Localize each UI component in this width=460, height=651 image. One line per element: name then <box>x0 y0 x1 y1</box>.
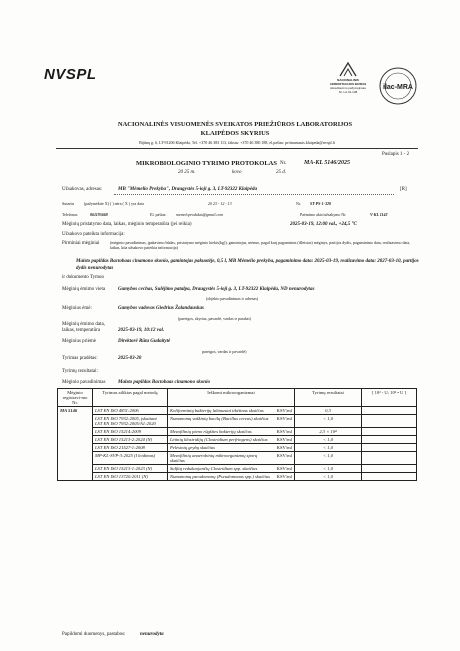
method-cell: LST EN ISO 15213-2:2024 (N) <box>93 436 168 444</box>
accepted-value: Direktorė Rūta Gudaitytė <box>118 339 171 344</box>
uncertainty-cell <box>362 473 417 481</box>
result-cell: < 1,0 <box>295 473 362 481</box>
organism-name: Mezofilinių anaerobinių mikroorganizmų sporų skaičius <box>170 453 258 463</box>
extra-value: nenurodyta <box>140 632 164 637</box>
table-row <box>58 465 417 473</box>
ilac-seal-text: ilac-MRA <box>383 84 413 91</box>
method-cell: LST EN ISO 15213-1:2023 (N) <box>93 465 168 473</box>
act-label: Paėmimo akto/užsakymo Nr. <box>300 212 347 217</box>
contract-nr-label: Nr. <box>296 201 301 206</box>
tested-label: Tyrimas pradėtas: <box>62 356 98 361</box>
result-cell: < 1,0 <box>295 465 362 473</box>
results-label: Tyrimų rezultatai: <box>62 369 98 374</box>
unit-label: KSV/ml <box>276 408 292 413</box>
site-label: Mėginių ėmimo vieta <box>62 287 106 292</box>
tested-value: 2025-03-20 <box>118 356 142 361</box>
uncertainty-cell <box>362 415 417 428</box>
customer-code: [R] <box>400 187 407 192</box>
result-cell: < 1,0 <box>295 452 362 465</box>
unit-label: KSV/ml <box>276 474 292 479</box>
site-value: Gamybos cechas, Sulėjimo patalpa, Draugystės 5-ioji g. 3, LT-92322 Klaipėda, ND nenurodytas <box>118 287 315 292</box>
received-label: Mėginių pristatymo data, laikas, mėginio temperatūra (jei reikia) <box>62 222 192 227</box>
protocol-year: 20 25 m. <box>178 170 196 175</box>
unit-label: KSV/ml <box>276 429 292 434</box>
uncertainty-cell <box>362 428 417 436</box>
table-row <box>58 436 417 444</box>
method-cell: LST EN ISO 13720:2011 (N) <box>93 473 168 481</box>
table-row <box>58 428 417 436</box>
protocol-title: MIKROBIOLOGINIO TYRIMO PROTOKOLAS <box>136 160 277 167</box>
customer-value: MB "Mėmelio Prekyba", Draugystės 5-ioji g. 3, LT-92322 Klaipėda <box>118 187 258 192</box>
header-divider <box>56 148 418 149</box>
ilac-seal-icon <box>378 66 418 106</box>
phone-label: Telefonas <box>62 212 78 217</box>
taken-value: 2025-03-19, 10:12 val. <box>118 328 165 333</box>
table-row <box>58 452 417 465</box>
nvspl-logo: NVSPL <box>44 66 97 83</box>
protocol-nr-label: Nr. <box>280 161 287 166</box>
organism-name: Numanomų vaškinių bacilų (Bacillus cereus) skaičius <box>170 416 269 421</box>
result-cell: < 1,0 <box>295 415 362 428</box>
table-row <box>58 407 417 415</box>
accred-line-2: AKREDITACIJOS BIURAS <box>329 82 367 86</box>
unit-label: KSV/ml <box>276 466 292 471</box>
org-address: Bijūnų g. 6, LT-91206 Klaipėda, Tel. +370 46 383 113, faksas: +370 46 380 188, el.paštas: priimamasis.klaipeda@nvspl.lt <box>139 140 335 145</box>
unit-label: KSV/ml <box>276 445 292 450</box>
table-row <box>58 444 417 452</box>
col-reg-nr: Mėginio registravi-mo Nr. <box>58 389 93 407</box>
method-cell: LST EN ISO 15214:2009 <box>93 428 168 436</box>
organism-cell <box>168 473 295 481</box>
taker-value: Gamybos vadovas Giedrius Žalandauskas <box>118 306 204 311</box>
act-value: V-KL 1142 <box>370 212 388 217</box>
org-line-1: NACIONALINĖS VISUOMENĖS SVEIKATOS PRIEŽIŪROS LABORATORIJOS <box>117 121 353 128</box>
organism-cell <box>168 407 295 415</box>
col-uncertainty: [ 10² - U; 10³ • U ] <box>362 389 417 407</box>
uncertainty-cell <box>362 465 417 473</box>
results-table <box>57 388 417 481</box>
phone-value: 061195668 <box>90 212 108 217</box>
customer-line <box>114 194 394 195</box>
org-line-2: KLAIPĖDOS SKYRIUS <box>200 130 270 137</box>
sample-info-value: Maisto papildas Bactobaas cinamono skonio, gamintojas pakuotėje, 0,5 l, MB Mėmelio prekyba, pagaminimo data: 2025-03-19, realizavimo data: 2027-03-10, partijos dydis nenurodytas <box>76 259 419 271</box>
accreditation-badge <box>318 60 378 122</box>
sample-info-label: Pirminiai mėginiai <box>62 241 100 246</box>
col-result: Tyrimų rezultatai <box>295 389 362 407</box>
unit-label: KSV/ml <box>276 416 292 421</box>
protocol-day: 25 d. <box>276 170 286 175</box>
site-note: (objekto pavadinimas ir adresas) <box>206 296 259 301</box>
result-cell: 2,3 × 10⁴ <box>295 428 362 436</box>
docs-label: ir dokumento Tymuo <box>62 275 105 280</box>
col-method: Tyrimas atliktas pagal metodą <box>93 389 168 407</box>
sample-info-note: (mėginio pavadinimas, įpakavimo būdas, pristatymo mėginio kiekis(kg)), gamintojas, mėnuo, pagal kurį pagamintas (išleistas) mėginys, partijos dydis, pagaminimo data, realizavimo data, laikas, kita užsakovo pateikta informacija) <box>110 240 411 250</box>
contract-nr: ST-PS-1-320 <box>310 201 331 206</box>
result-cell: < 1,0 <box>295 436 362 444</box>
results-header-row <box>58 389 417 407</box>
organism-cell <box>168 436 295 444</box>
unit-label: KSV/ml <box>276 453 292 458</box>
accred-line-1: NACIONALINIS <box>337 78 359 82</box>
uncertainty-cell <box>362 436 417 444</box>
organism-name: Numanomų pseudomonų (Pseudomonas spp.) skaičius <box>170 474 270 479</box>
customer-label: Užsakovas, adresas: <box>62 187 103 192</box>
uncertainty-cell <box>362 452 417 465</box>
organism-cell <box>168 415 295 428</box>
received-value: 2025-03-19, 12:00 val., +24,5 °C <box>290 222 357 227</box>
accepted-label: Mėginius priėmė <box>62 339 97 344</box>
organism-name: Koliforminių bakterijų labiausiai tikėtinas skaičius <box>170 408 264 413</box>
extra-label: Papildomi duomenys, pastabos: <box>62 632 126 637</box>
contract-date: 20 23 - 12 - 13 <box>208 201 232 206</box>
organism-name: Lėtinių klostridijų (Clostridium perfringens) skaičius <box>170 437 268 442</box>
contract-options: (pažymėkite X) ( ) nėra ( X ) yra data <box>84 201 144 206</box>
taker-label: Mėginius ėmė: <box>62 306 92 311</box>
organism-cell <box>168 428 295 436</box>
contract-label: Sutartis <box>62 201 75 206</box>
table-row <box>58 415 417 428</box>
method-cell: MP-KL-SVP-3:2025 (I leidimas) <box>93 452 168 465</box>
accepted-note: pareigos, vardas ir pavardė) <box>202 349 247 354</box>
unit-label: KSV/ml <box>276 437 292 442</box>
reg-nr-cell: MA 5146 <box>58 407 93 481</box>
method-cell: LST EN ISO 7932:2005, įskaitant LST EN ISO 7932:2005/A1:2020 <box>93 415 168 428</box>
accred-line-4: Nr. LA.01.138 <box>338 90 358 94</box>
page-number: Puslapis 1 - 2 <box>382 152 410 157</box>
table-row <box>58 473 417 481</box>
col-organism: Ieškomi mikroorganizmai <box>168 389 295 407</box>
result-cell: < 1,0 <box>295 444 362 452</box>
organism-cell <box>168 452 295 465</box>
protocol-month: kovo <box>232 170 242 175</box>
email-value: memeloprodukta@gmail.com <box>176 212 224 217</box>
accreditation-mark-icon <box>337 60 359 78</box>
result-cell: 0,3 <box>295 407 362 415</box>
email-label: El. paštas: <box>150 212 167 217</box>
organism-cell <box>168 465 295 473</box>
taker-note: (pareigos, skyrius, pavardė, vardas ir parašas) <box>178 316 252 321</box>
customer-info-label: Užsakovo pateikta informacija: <box>62 232 125 237</box>
sample-name-value: Maisto papildas Bactobaas cinamono skonio <box>118 380 210 385</box>
uncertainty-cell <box>362 444 417 452</box>
taken-label: Mėginių ėmimo data, laikas, temperatūra <box>62 322 105 333</box>
organism-name: Sulfitą redukuojančių Clostridium spp. skaičius <box>170 466 258 471</box>
uncertainty-cell <box>362 407 417 415</box>
sample-name-label: Mėginio pavadinimas <box>62 380 106 385</box>
organism-name: Mezofilinių pieno rūgšties bakterijų skaičius <box>170 429 252 434</box>
organism-cell <box>168 444 295 452</box>
protocol-nr: MA-KL 5146/2025 <box>304 160 350 166</box>
method-cell: LST EN ISO 4831:2006 <box>93 407 168 415</box>
organism-name: Pelėsinių grybų skaičius <box>170 445 215 450</box>
ilac-badge <box>378 66 418 106</box>
method-cell: LST EN ISO 21527-1:2008 <box>93 444 168 452</box>
accred-line-3: Akreditavimo pažymėjimas <box>330 86 366 90</box>
